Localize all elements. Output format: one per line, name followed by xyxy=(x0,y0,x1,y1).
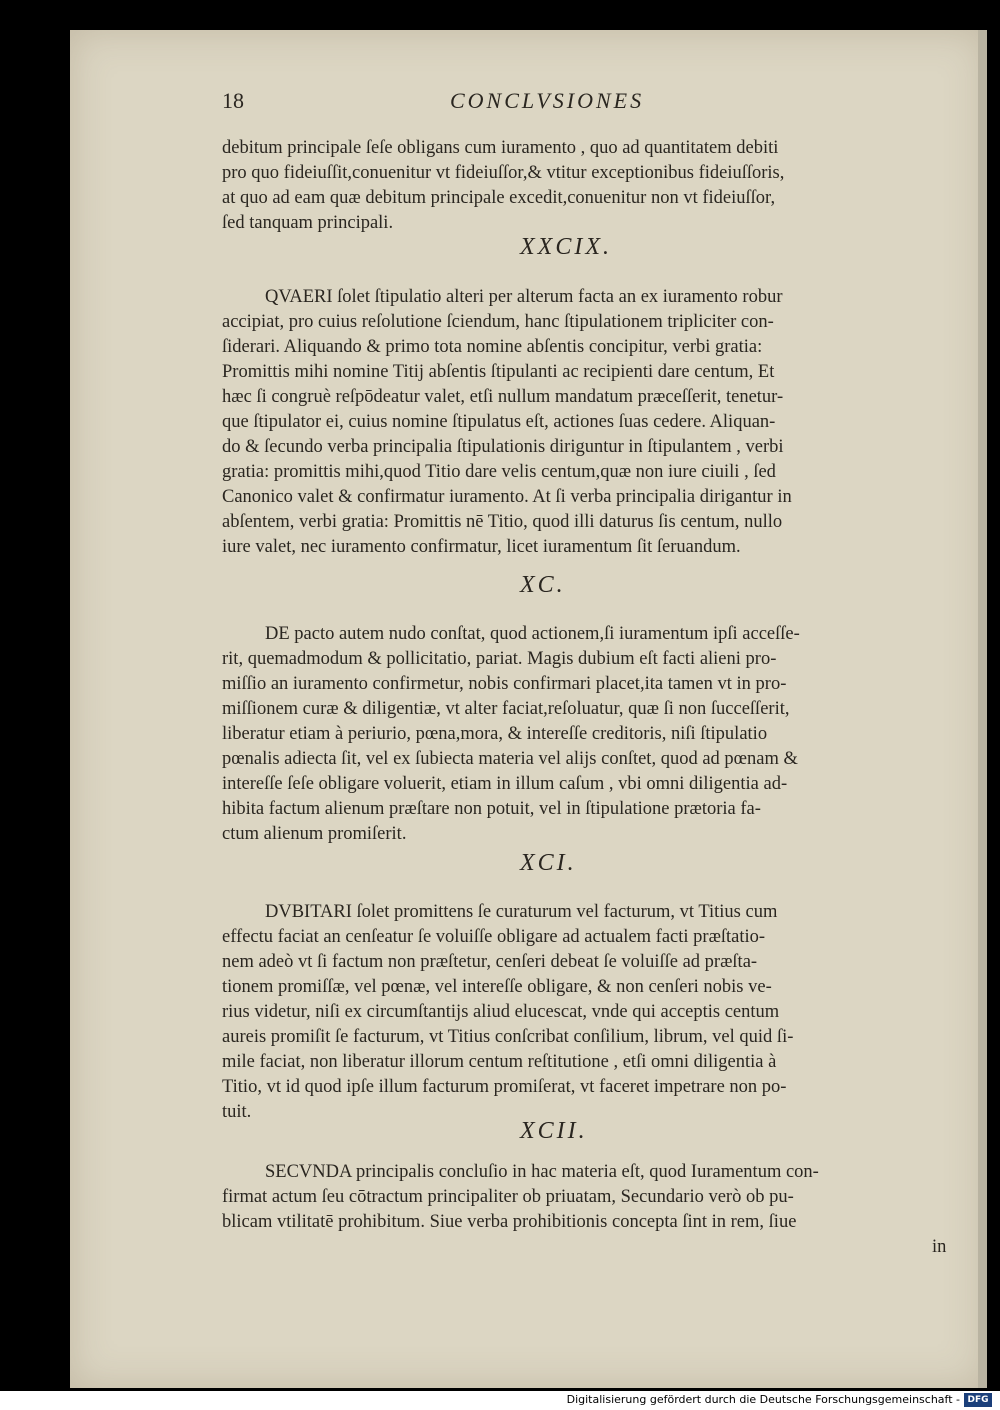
text-line: intereſſe ſeſe obligare voluerit, etiam in illum caſum , vbi omni diligentia ad- xyxy=(222,774,788,794)
section-heading: XXCIX. xyxy=(520,234,612,260)
running-title: CONCLVSIONES xyxy=(450,88,645,113)
text-line: ſiderari. Aliquando & primo tota nomine abſentis concipitur, verbi gratia: xyxy=(222,337,763,357)
text-line: miſſio an iuramento confirmetur, nobis confirmari placet,ita tamen vt in pro- xyxy=(222,674,787,694)
text-line: effectu faciat an cenſeatur ſe voluiſſe obligare ad actualem facti præſtatio- xyxy=(222,927,766,947)
text-line: DE pacto autem nudo conſtat, quod actionem,ſi iuramentum ipſi acceſſe- xyxy=(265,624,800,644)
section-heading: XCII. xyxy=(520,1118,588,1144)
text-line: Canonico valet & confirmatur iuramento. At ſi verba principalia dirigantur in xyxy=(222,487,792,507)
text-line: in xyxy=(932,1237,947,1257)
text-line: tuit. xyxy=(222,1102,252,1122)
text-line: SECVNDA principalis concluſio in hac materia eſt, quod Iuramentum con- xyxy=(265,1162,819,1182)
text-line: pro quo fideiuſſit,conuenitur vt fideiuſſor,& vtitur exceptionibus fideiuſſoris, xyxy=(222,163,785,183)
text-line: gratia: promittis mihi,quod Titio dare velis centum,quæ non iure ciuili , ſed xyxy=(222,462,776,482)
section-heading: XC. xyxy=(520,572,566,598)
text-line: debitum principale ſeſe obligans cum iuramento , quo ad quantitatem debiti xyxy=(222,138,779,158)
text-line: Promittis mihi nomine Titij abſentis ſtipulanti ac recipienti dare centum, Et xyxy=(222,362,775,382)
text-line: ſed tanquam principali. xyxy=(222,213,394,233)
dfg-logo: DFG xyxy=(964,1393,992,1407)
text-line: aureis promiſit ſe facturum, vt Titius conſcribat conſilium, librum, vel quid ſi- xyxy=(222,1027,794,1047)
page-edge xyxy=(978,30,987,1388)
text-line: que ſtipulator ei, cuius nomine ſtipulatus eſt, actiones ſuas cedere. Aliquan- xyxy=(222,412,776,432)
text-line: accipiat, pro cuius reſolutione ſciendum, hanc ſtipulationem tripliciter con- xyxy=(222,312,774,332)
text-line: nem adeò vt ſi factum non præſtetur, cenſeri debeat ſe voluiſſe ad præſta- xyxy=(222,952,758,972)
text-line: liberatur etiam à periurio, pœna,mora, & intereſſe creditoris, niſi ſtipulatio xyxy=(222,724,768,744)
text-line: abſentem, verbi gratia: Promittis nē Titio, quod illi daturus ſis centum, nullo xyxy=(222,512,783,532)
text-line: Titio, vt id quod ipſe illum facturum promiſerat, vt faceret impetrare non po- xyxy=(222,1077,787,1097)
text-line: iure valet, nec iuramento confirmatur, licet iuramentum ſit ſeruandum. xyxy=(222,537,741,557)
text-line: rit, quemadmodum & pollicitatio, pariat. Magis dubium eſt facti alieni pro- xyxy=(222,649,777,669)
text-line: mile faciat, non liberatur illorum centum reſtitutione , etſi omni diligentia à xyxy=(222,1052,777,1072)
text-line: blicam vtilitatē prohibitum. Siue verba prohibitionis concepta ſint in rem, ſiue xyxy=(222,1212,797,1232)
text-line: ctum alienum promiſerit. xyxy=(222,824,407,844)
text-line: do & ſecundo verba principalia ſtipulationis diriguntur in ſtipulantem , verbi xyxy=(222,437,784,457)
page-number: 18 xyxy=(222,88,244,113)
section-heading: XCI. xyxy=(520,850,577,876)
text-line: rius videtur, niſi ex circumſtantijs aliud elucescat, vnde qui acceptis centum xyxy=(222,1002,780,1022)
text-line: firmat actum ſeu cōtractum principaliter ob priuatam, Secundario verò ob pu- xyxy=(222,1187,794,1207)
text-line: at quo ad eam quæ debitum principale excedit,conuenitur non vt fideiuſſor, xyxy=(222,188,776,208)
text-line: tionem promiſſæ, vel pœnæ, vel intereſſe obligare, & non cenſeri nobis ve- xyxy=(222,977,772,997)
text-line: hibita factum alienum præſtare non potuit, vel in ſtipulatione prætoria fa- xyxy=(222,799,761,819)
footer-bar xyxy=(0,1391,1000,1410)
funding-note: Digitalisierung gefördert durch die Deutsche Forschungsgemeinschaft - xyxy=(566,1393,960,1406)
text-line: pœnalis adiecta ſit, vel ex ſubiecta materia vel alijs conſtet, quod ad pœnam & xyxy=(222,749,798,769)
text-line: QVAERI ſolet ſtipulatio alteri per alterum facta an ex iuramento robur xyxy=(265,287,783,307)
text-line: hæc ſi congruè reſpōdeatur valet, etſi nullum mandatum præceſſerit, tenetur- xyxy=(222,387,784,407)
text-line: DVBITARI ſolet promittens ſe curaturum vel facturum, vt Titius cum xyxy=(265,902,778,922)
text-line: miſſionem curæ & diligentiæ, vt alter faciat,reſoluatur, quæ ſi non ſucceſſerit, xyxy=(222,699,790,719)
